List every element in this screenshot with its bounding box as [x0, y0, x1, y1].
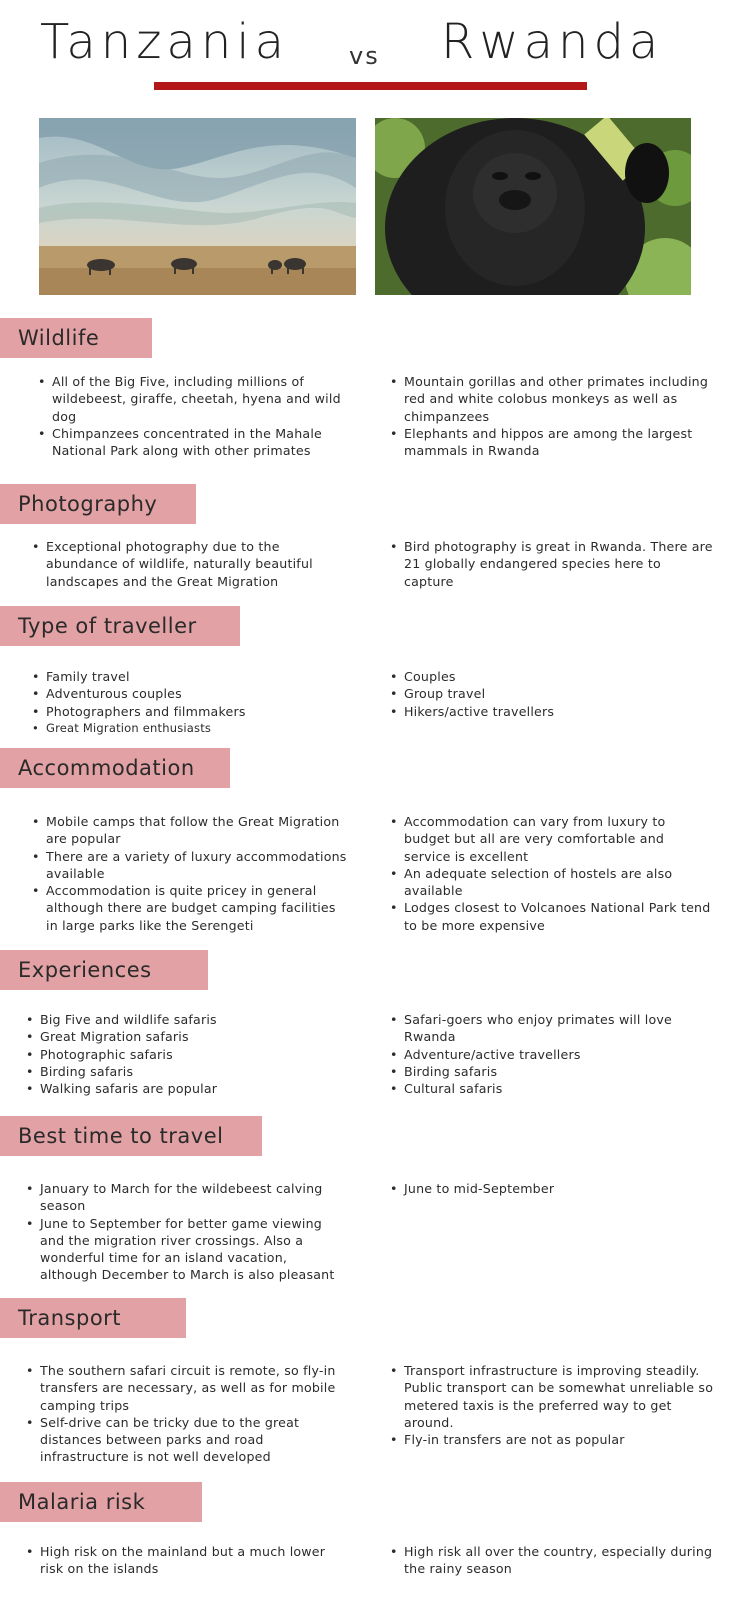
list-item: • Elephants and hippos are among the largest mammals in Rwanda: [390, 425, 693, 459]
versus-label: vs: [349, 42, 380, 70]
title-underline: [154, 82, 587, 90]
section-heading-accommodation: Accommodation: [0, 748, 230, 788]
list-item: • Walking safaris are popular: [26, 1081, 218, 1097]
section-heading-malaria-risk: Malaria risk: [0, 1482, 202, 1522]
section-heading-transport: Transport: [0, 1298, 186, 1338]
list-item: • Exceptional photography due to the abundance of wildlife, naturally beautiful landscapes and the Great Migration: [32, 539, 313, 589]
accommodation-tanzania-list: [32, 813, 351, 934]
list-item: • Adventurous couples: [32, 686, 182, 702]
list-item: • Cultural safaris: [390, 1081, 503, 1097]
best-time-rwanda-list: [390, 1180, 714, 1197]
best-time-tanzania-list: [26, 1180, 345, 1284]
photography-rwanda-list: [390, 538, 714, 590]
list-item: • Mountain gorillas and other primates including red and white colobus monkeys as well as chimpanzees: [390, 374, 709, 424]
list-item: • Accommodation is quite pricey in general although there are budget camping facilities in large parks like the Serengeti: [32, 883, 336, 933]
list-item: • Adventure/active travellers: [390, 1046, 581, 1062]
page-header: [0, 14, 742, 76]
photography-tanzania-list: [32, 538, 346, 590]
section-heading-experiences: Experiences: [0, 950, 208, 990]
left-country-title: Tanzania: [40, 14, 289, 70]
accommodation-rwanda-list: [390, 813, 714, 934]
traveller-tanzania-list: [32, 668, 351, 737]
section-heading-photography: Photography: [0, 484, 196, 524]
list-item: • Transport infrastructure is improving steadily. Public transport can be somewhat unreliable so metered taxis is the preferred way to get around.: [390, 1363, 714, 1430]
wildlife-tanzania-list: [38, 373, 357, 459]
list-item: • Couples: [390, 669, 456, 684]
list-item: • Mobile camps that follow the Great Migration are popular: [32, 814, 340, 847]
list-item: • Fly-in transfers are not as popular: [390, 1432, 625, 1448]
wildlife-rwanda-list: [390, 373, 714, 459]
list-item: • Hikers/active travellers: [390, 703, 555, 719]
list-item: • Lodges closest to Volcanoes National Park tend to be more expensive: [390, 900, 711, 933]
list-item: • Photographic safaris: [26, 1046, 173, 1062]
list-item: • Big Five and wildlife safaris: [26, 1012, 217, 1027]
list-item: • Group travel: [390, 686, 486, 702]
traveller-rwanda-list: [390, 668, 714, 720]
list-item: • Safari-goers who enjoy primates will love Rwanda: [390, 1012, 672, 1045]
list-item: • High risk all over the country, especially during the rainy season: [390, 1544, 713, 1577]
wildebeest-photo: [39, 118, 356, 295]
list-item: • Photographers and filmmakers: [32, 703, 246, 719]
list-item: • There are a variety of luxury accommodations available: [32, 848, 347, 881]
section-heading-best-time: Best time to travel: [0, 1116, 262, 1156]
list-item: • Birding safaris: [390, 1063, 498, 1079]
list-item: • Great Migration safaris: [26, 1029, 189, 1045]
experiences-rwanda-list: [390, 1011, 714, 1097]
list-item: • Great Migration enthusiasts: [32, 720, 212, 735]
malaria-rwanda-list: [390, 1543, 714, 1578]
list-item: • High risk on the mainland but a much lower risk on the islands: [26, 1544, 326, 1577]
list-item: • The southern safari circuit is remote, so fly-in transfers are necessary, as well as for mobile camping trips: [26, 1363, 336, 1413]
right-country-title: Rwanda: [441, 14, 664, 70]
list-item: • An adequate selection of hostels are also available: [390, 865, 673, 899]
list-item: • Family travel: [32, 669, 130, 684]
experiences-tanzania-list: [26, 1011, 345, 1097]
list-item: • Birding safaris: [26, 1063, 134, 1079]
list-item: • All of the Big Five, including millions of wildebeest, giraffe, cheetah, hyena and wild dog: [38, 374, 341, 424]
transport-rwanda-list: [390, 1362, 714, 1448]
list-item: • Chimpanzees concentrated in the Mahale National Park along with other primates: [38, 425, 322, 459]
section-heading-wildlife: Wildlife: [0, 318, 152, 358]
list-item: • June to September for better game viewing and the migration river crossings. Also a wonderful time for an island vacation, although December to March is also pleasant: [26, 1215, 335, 1283]
list-item: • Self-drive can be tricky due to the great distances between parks and road infrastructure is not well developed: [26, 1414, 300, 1465]
malaria-tanzania-list: [26, 1543, 330, 1578]
list-item: • June to mid-September: [390, 1181, 555, 1196]
gorilla-photo: [375, 118, 691, 295]
list-item: • January to March for the wildebeest calving season: [26, 1181, 323, 1214]
list-item: • Bird photography is great in Rwanda. There are 21 globally endangered species here to capture: [390, 539, 713, 589]
section-heading-type-of-traveller: Type of traveller: [0, 606, 240, 646]
transport-tanzania-list: [26, 1362, 345, 1466]
list-item: • Accommodation can vary from luxury to budget but all are very comfortable and service is excellent: [390, 814, 666, 864]
